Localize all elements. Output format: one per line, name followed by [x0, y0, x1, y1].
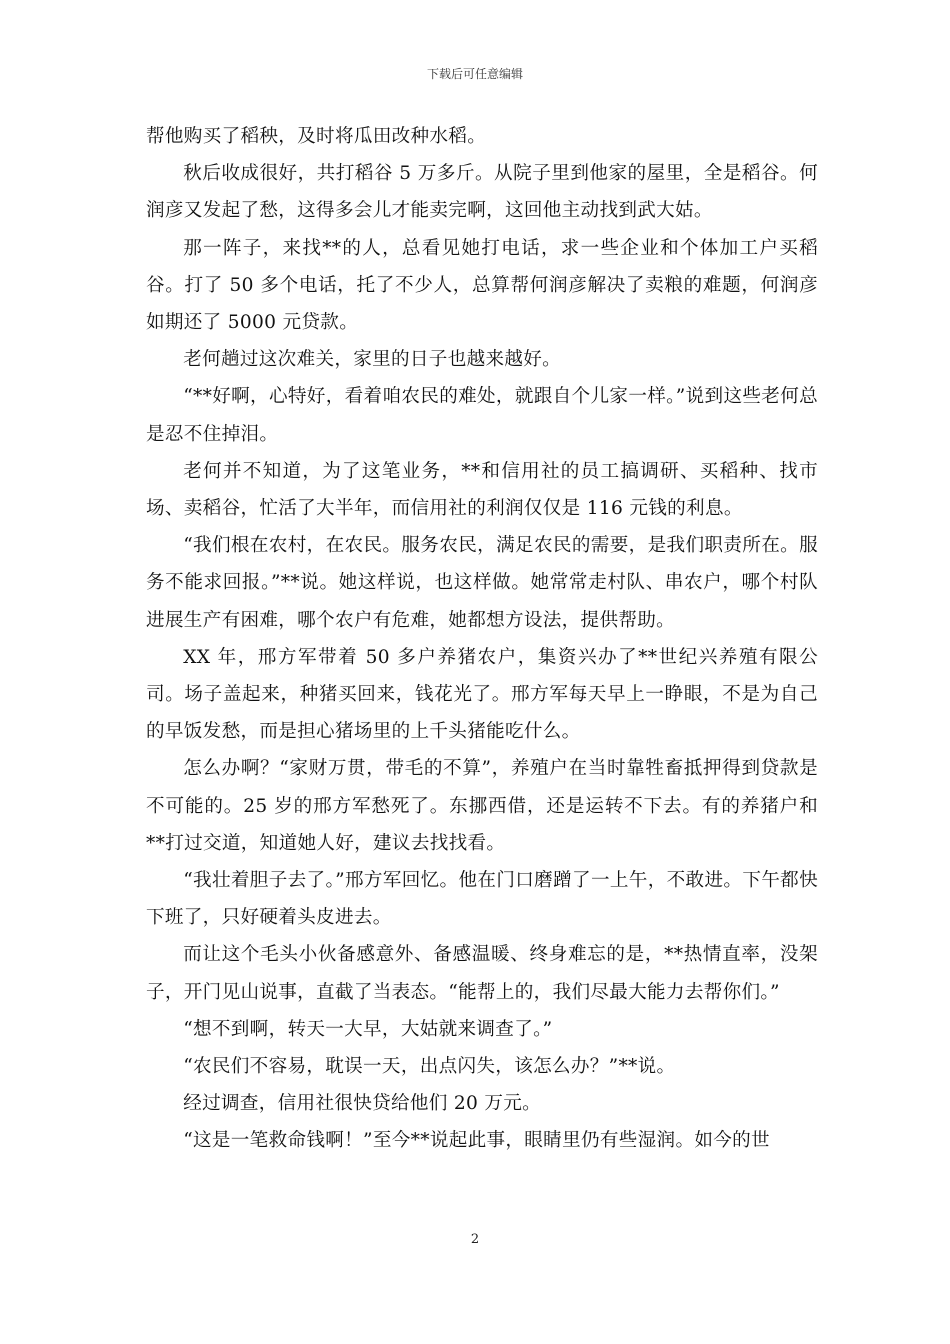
paragraph: 那一阵子，来找**的人，总看见她打电话，求一些企业和个体加工户买稻谷。打了 50 多个电话，托了不少人，总算帮何润彦解决了卖粮的难题，何润彦如期还了 5000 元贷款。	[146, 237, 818, 334]
paragraph: 经过调查，信用社很快贷给他们 20 万元。	[183, 1093, 542, 1115]
paragraph: 帮他购买了稻秧，及时将瓜田改种水稻。	[146, 126, 487, 147]
paragraph: 秋后收成很好，共打稻谷 5 万多斤。从院子里到他家的屋里，全是稻谷。何润彦又发起了愁，这得多会儿才能卖完啊，这回他主动找到武大姑。	[146, 163, 818, 222]
paragraph: 而让这个毛头小伙备感意外、备感温暖、终身难忘的是，**热情直率，没架子，开门见山说事，直截了当表态。“能帮上的，我们尽最大能力去帮你们。”	[146, 944, 818, 1003]
page-number: 2	[470, 1232, 480, 1247]
paragraph: 老何趟过这次难关，家里的日子也越来越好。	[183, 349, 562, 371]
paragraph: 老何并不知道，为了这笔业务，**和信用社的员工搞调研、买稻种、找市场、卖稻谷，忙活了大半年，而信用社的利润仅仅是 116 元钱的利息。	[146, 460, 818, 520]
document-body	[146, 118, 818, 1160]
paragraph: “想不到啊，转天一大早，大姑就来调查了。”	[183, 1018, 553, 1040]
paragraph: 怎么办啊？“家财万贯，带毛的不算”，养殖户在当时靠牲畜抵押得到贷款是不可能的。25 岁的邢方军愁死了。东挪西借，还是运转不下去。有的养猪户和**打过交道，知道她人好，建议去找找看。	[146, 758, 818, 854]
page-header: 下载后可任意编辑	[426, 67, 523, 81]
paragraph: XX 年，邢方军带着 50 多户养猪农户，集资兴办了**世纪兴养殖有限公司。场子盖起来，种猪买回来，钱花光了。邢方军每天早上一睁眼，不是为自己的早饭发愁，而是担心猪场里的上千头猪能吃什么。	[146, 646, 818, 743]
paragraph: “我壮着胆子去了。”邢方军回忆。他在门口磨蹭了一上午，不敢进。下午都快下班了，只好硬着头皮进去。	[146, 870, 818, 929]
paragraph: “农民们不容易，耽误一天，出点闪失，该怎么办？”**说。	[183, 1056, 676, 1078]
paragraph: “这是一笔救命钱啊！”至今**说起此事，眼睛里仍有些湿润。如今的世	[183, 1130, 770, 1152]
paragraph: “我们根在农村，在农民。服务农民，满足农民的需要，是我们职责所在。服务不能求回报。”**说。她这样说，也这样做。她常常走村队、串农户，哪个村队进展生产有困难，哪个农户有危难，她都想方设法，提供帮助。	[146, 535, 818, 631]
paragraph: “**好啊，心特好，看着咱农民的难处，就跟自个儿家一样。”说到这些老何总是忍不住掉泪。	[146, 386, 818, 445]
